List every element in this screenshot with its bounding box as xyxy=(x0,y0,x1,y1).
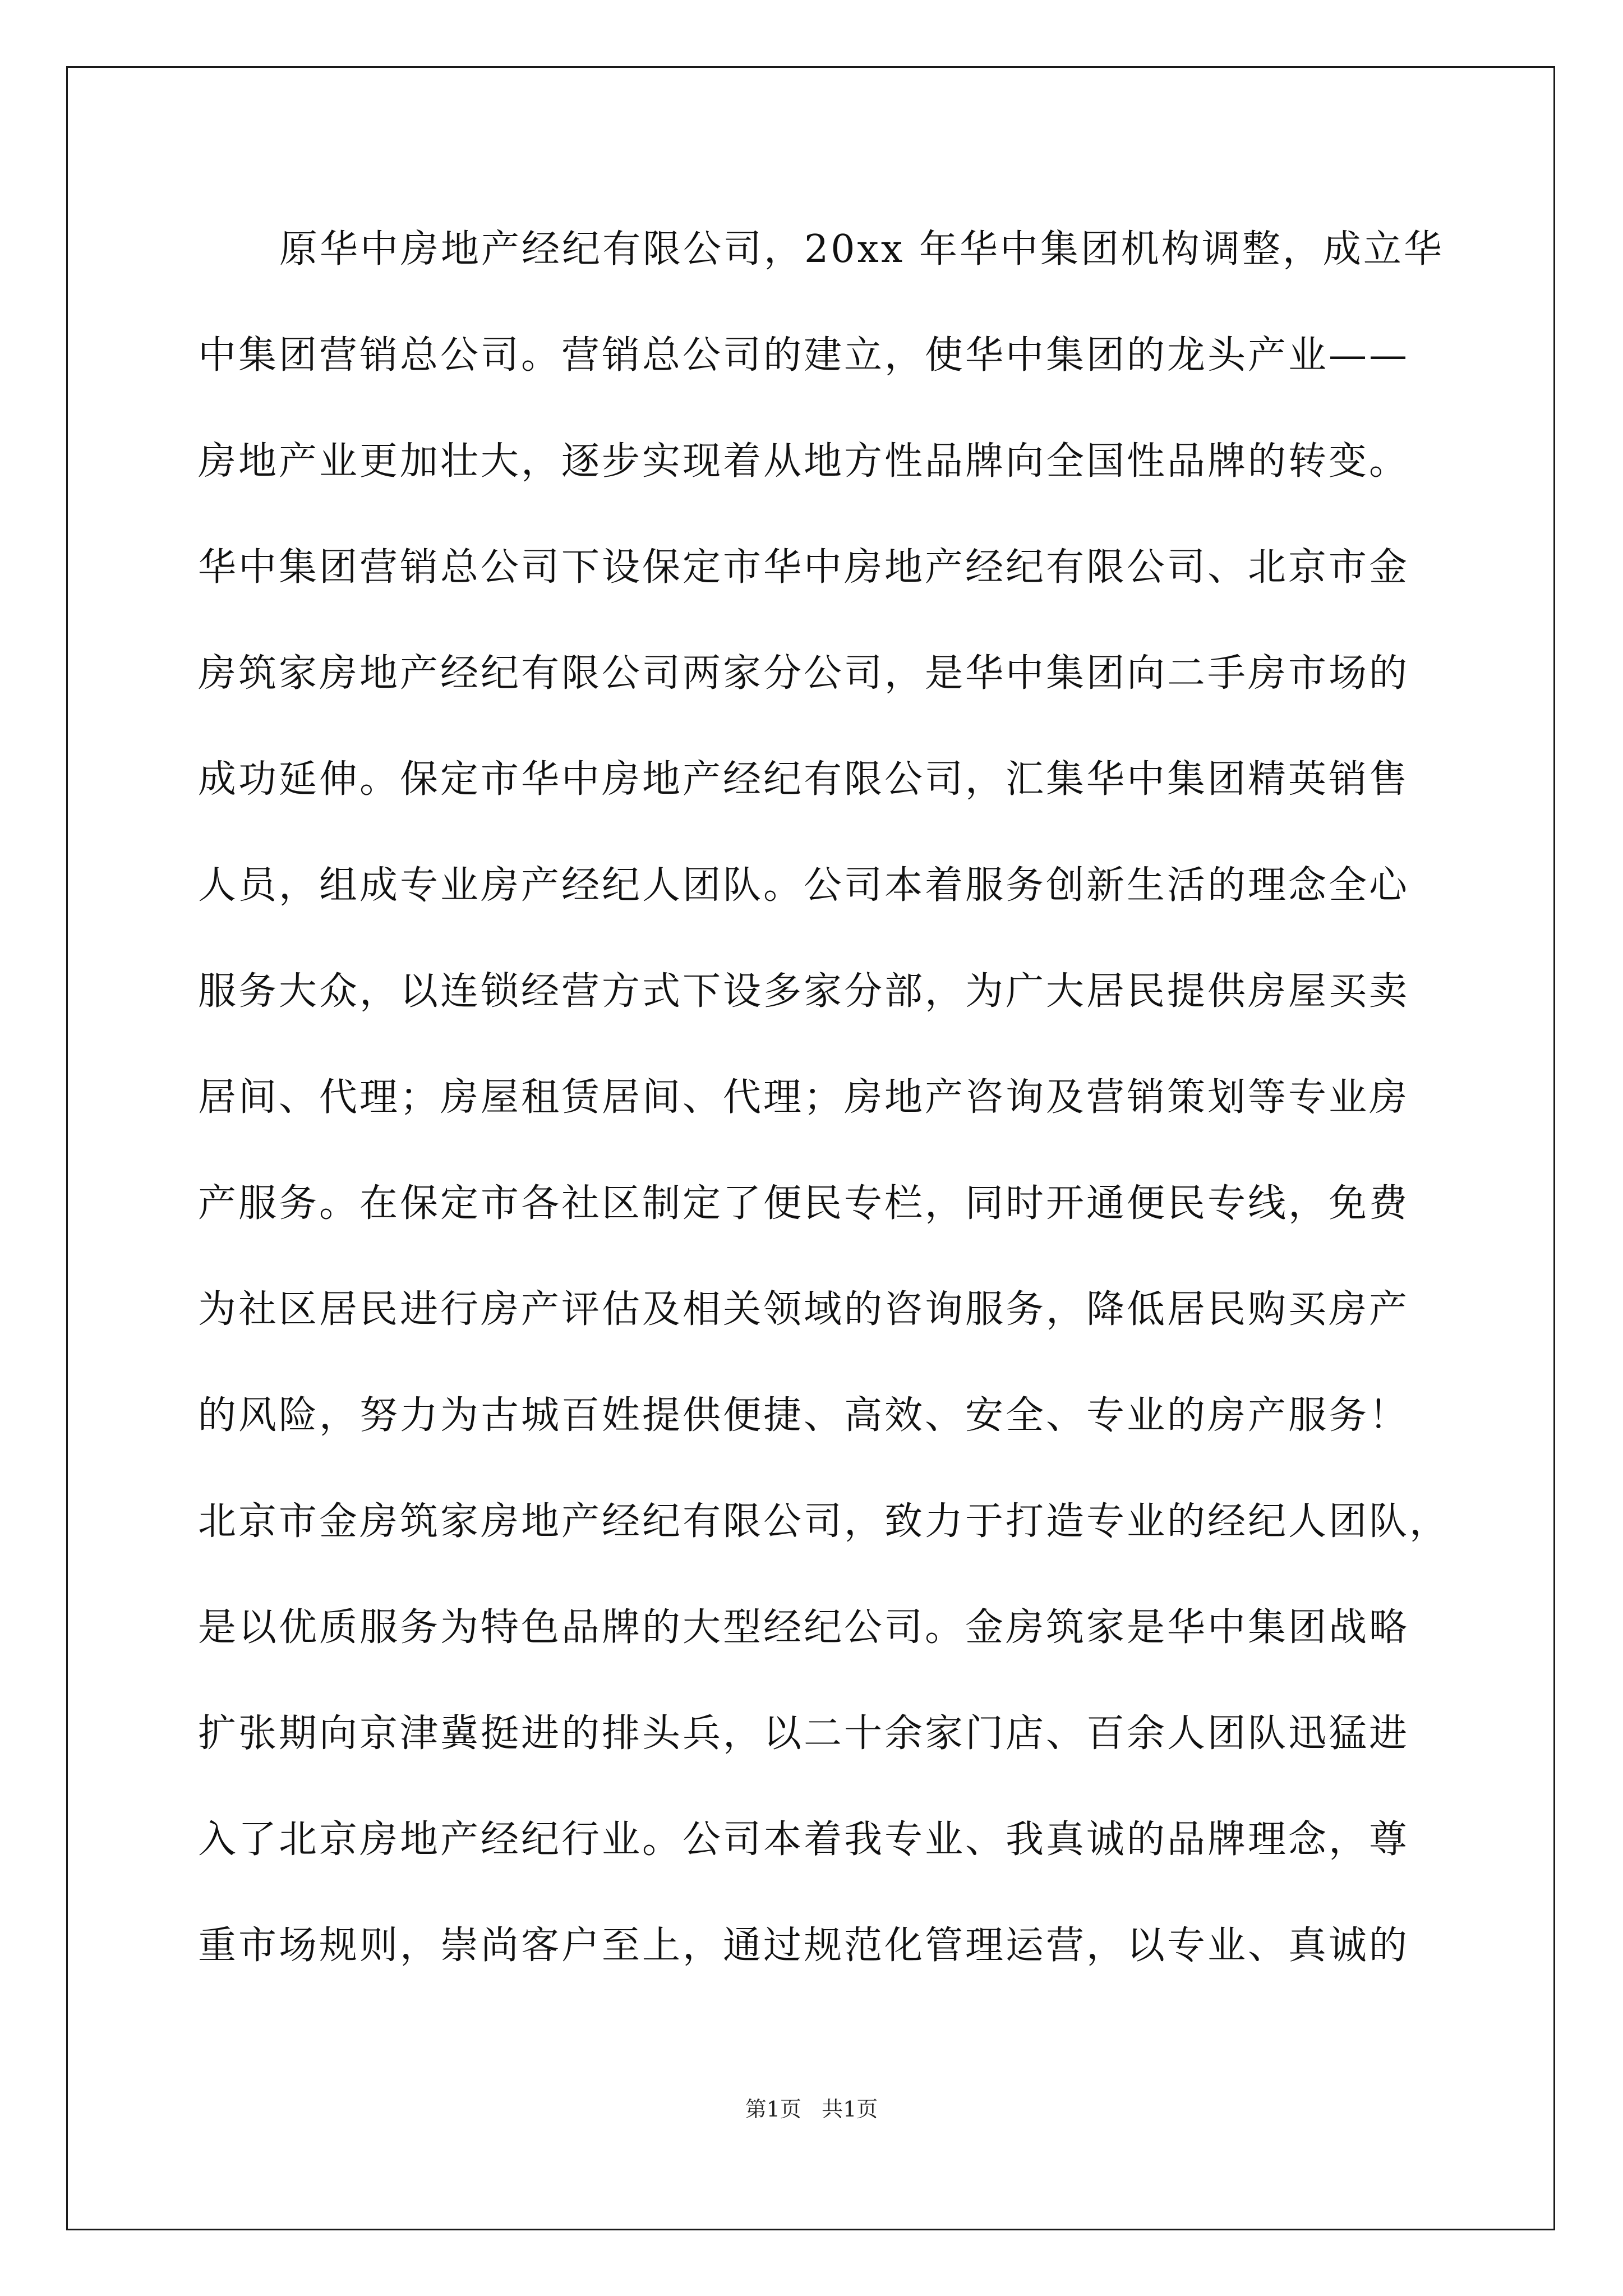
text-line: 扩张期向京津冀挺进的排头兵，以二十余家门店、百余人团队迅猛进 xyxy=(198,1711,1410,1756)
text-line: 的风险，努力为古城百姓提供便捷、高效、安全、专业的房产服务！ xyxy=(198,1393,1410,1438)
text-line: 是以优质服务为特色品牌的大型经纪公司。金房筑家是华中集团战略 xyxy=(198,1605,1410,1650)
text-line: 华中集团营销总公司下设保定市华中房地产经纪有限公司、北京市金 xyxy=(198,545,1410,590)
text-line: 入了北京房地产经纪行业。公司本着我专业、我真诚的品牌理念，尊 xyxy=(198,1818,1410,1862)
text-line: 北京市金房筑家房地产经纪有限公司，致力于打造专业的经纪人团队， xyxy=(198,1499,1450,1544)
text-line: 重市场规则，崇尚客户至上，通过规范化管理运营，以专业、真诚的 xyxy=(198,1924,1410,1968)
document-body xyxy=(198,205,1450,2007)
text-line: 原华中房地产经纪有限公司，20xx 年华中集团机构调整，成立华 xyxy=(279,227,1444,272)
text-line: 人员，组成专业房产经纪人团队。公司本着服务创新生活的理念全心 xyxy=(198,863,1410,908)
text-line: 房地产业更加壮大，逐步实现着从地方性品牌向全国性品牌的转变。 xyxy=(198,439,1410,484)
page-footer: 第1页 共1页 xyxy=(745,2097,878,2122)
text-line: 中集团营销总公司。营销总公司的建立，使华中集团的龙头产业—— xyxy=(198,333,1410,378)
text-line: 成功延伸。保定市华中房地产经纪有限公司，汇集华中集团精英销售 xyxy=(198,757,1410,802)
text-line: 服务大众，以连锁经营方式下设多家分部，为广大居民提供房屋买卖 xyxy=(198,969,1410,1014)
text-line: 为社区居民进行房产评估及相关领域的咨询服务，降低居民购买房产 xyxy=(198,1287,1410,1332)
text-line: 产服务。在保定市各社区制定了便民专栏，同时开通便民专线，免费 xyxy=(198,1181,1410,1226)
text-line: 房筑家房地产经纪有限公司两家分公司，是华中集团向二手房市场的 xyxy=(198,651,1410,696)
text-line: 居间、代理；房屋租赁居间、代理；房地产咨询及营销策划等专业房 xyxy=(198,1075,1410,1120)
